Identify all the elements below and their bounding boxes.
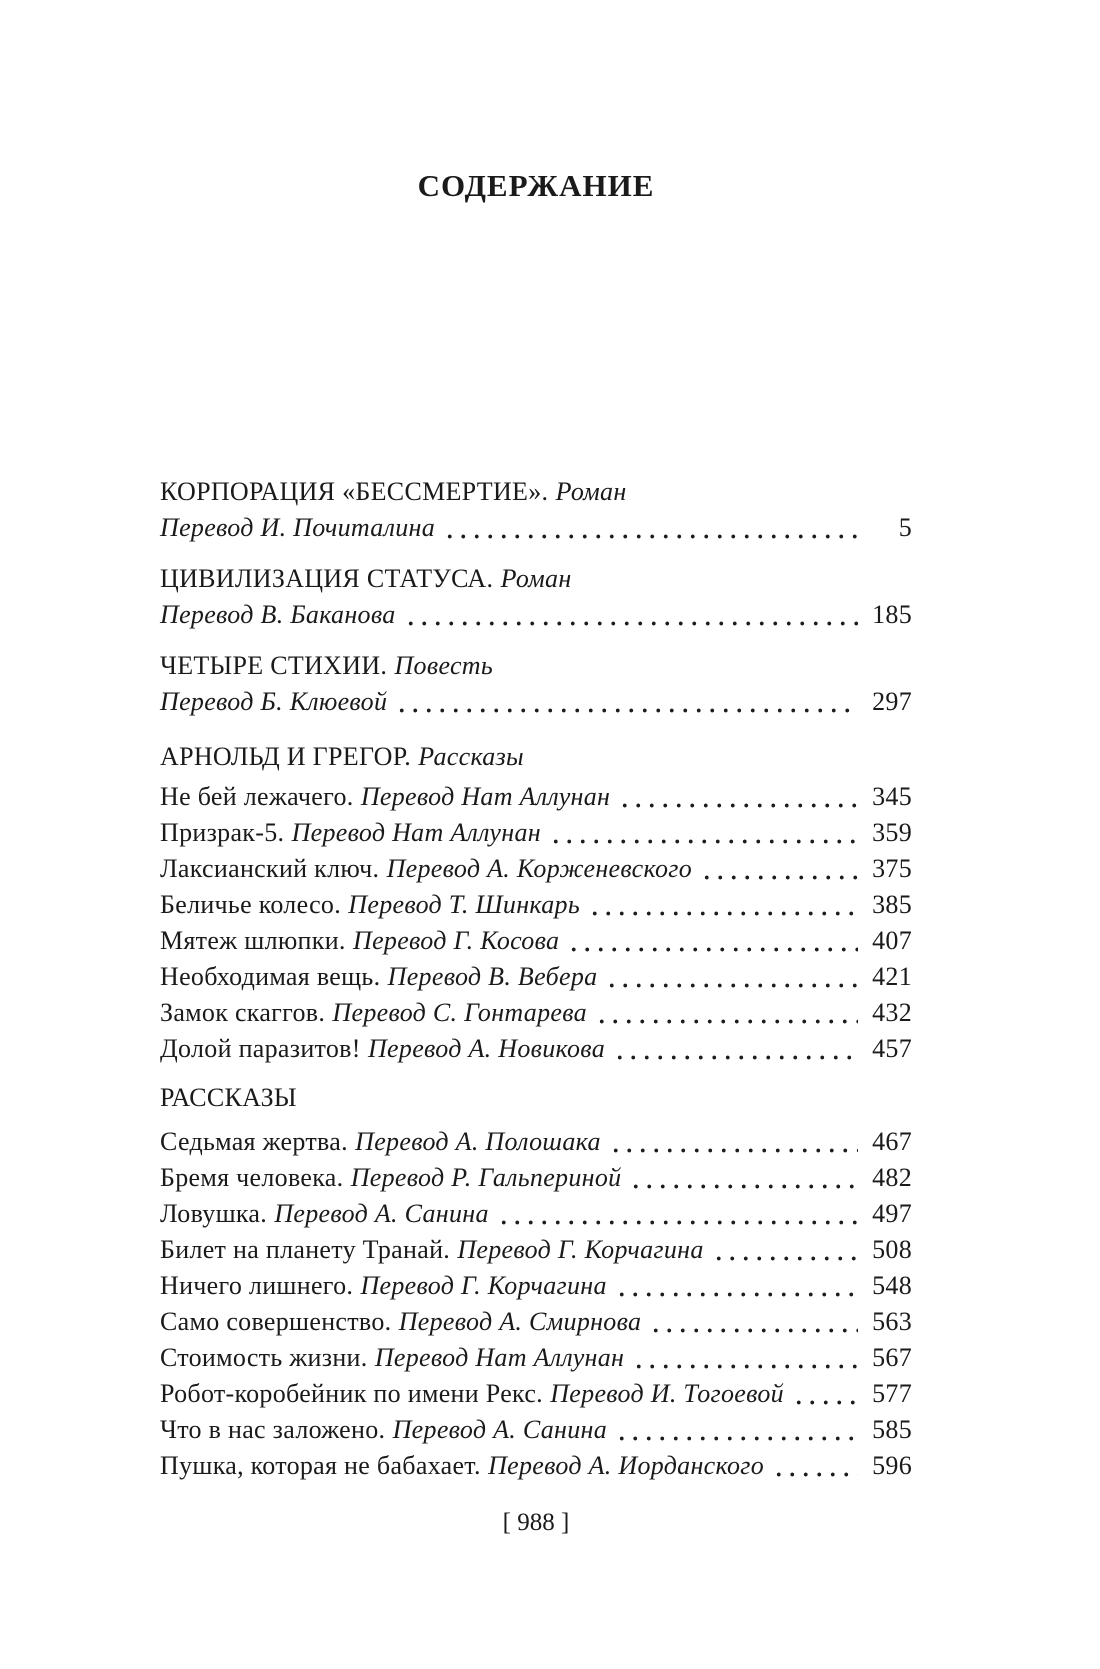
story-title: Мятеж шлюпки. xyxy=(160,926,346,955)
genre-label: Рассказы xyxy=(418,742,524,771)
dot-leader xyxy=(789,1376,858,1412)
translator-credit: Перевод И. Тогоевой xyxy=(550,1379,784,1408)
story-entry xyxy=(160,1412,912,1448)
dot-leader xyxy=(392,684,858,720)
page-number: 563 xyxy=(872,1307,912,1336)
page-number: 432 xyxy=(872,998,912,1027)
dot-leader xyxy=(440,510,858,546)
work-title: ЦИВИЛИЗАЦИЯ СТАТУСА. xyxy=(160,564,494,593)
translator-credit: Перевод А. Новикова xyxy=(367,1034,606,1063)
story-entry xyxy=(160,1304,912,1340)
story-title: Седьмая жертва. xyxy=(160,1127,348,1156)
page-number: 482 xyxy=(872,1163,912,1192)
section-heading xyxy=(160,739,912,775)
page-title: СОДЕРЖАНИЕ xyxy=(417,168,655,203)
story-title: Необходимая вещь. xyxy=(160,962,381,991)
page-number: 567 xyxy=(872,1343,912,1372)
story-entry xyxy=(160,815,912,851)
translator-credit: Перевод В. Вебера xyxy=(387,962,598,991)
translator-credit: Перевод А. Иорданского xyxy=(488,1451,765,1480)
story-entry xyxy=(160,779,912,815)
dot-leader xyxy=(606,1124,858,1160)
story-section xyxy=(160,739,912,1067)
page-number: 185 xyxy=(872,600,912,629)
translator-credit: Перевод Б. Клюевой xyxy=(160,687,388,716)
page-number: 407 xyxy=(872,926,912,955)
dot-leader xyxy=(546,815,858,851)
story-entry xyxy=(160,1268,912,1304)
book-page xyxy=(160,0,912,1540)
story-entry xyxy=(160,1160,912,1196)
story-title: Замок скаггов. xyxy=(160,998,326,1027)
story-title: Беличье колесо. xyxy=(160,890,342,919)
translator-credit: Перевод Р. Гальпериной xyxy=(350,1163,622,1192)
dot-leader xyxy=(494,1196,858,1232)
translator-credit: Перевод И. Почиталина xyxy=(160,513,436,542)
page-number: 375 xyxy=(872,854,912,883)
story-entry xyxy=(160,1376,912,1412)
work-entry xyxy=(160,474,912,546)
story-entry xyxy=(160,1448,912,1484)
translator-credit: Перевод Нат Аллунан xyxy=(360,782,611,811)
story-title: Не бей лежачего. xyxy=(160,782,354,811)
page-number: 297 xyxy=(872,687,912,716)
genre-label: Повесть xyxy=(394,651,493,680)
translator-credit: Перевод С. Гонтарева xyxy=(332,998,587,1027)
story-title: Пушка, которая не бабахает. xyxy=(160,1451,481,1480)
page-number: 585 xyxy=(872,1415,912,1444)
translator-credit: Перевод А. Санина xyxy=(392,1415,608,1444)
translator-credit: Перевод Т. Шинкарь xyxy=(348,890,580,919)
story-title: Что в нас заложено. xyxy=(160,1415,386,1444)
story-section xyxy=(160,1080,912,1484)
story-entry xyxy=(160,1340,912,1376)
story-entry xyxy=(160,995,912,1031)
story-title: Долой паразитов! xyxy=(160,1034,361,1063)
dot-leader xyxy=(564,923,858,959)
story-entry xyxy=(160,1124,912,1160)
section-title: РАССКАЗЫ xyxy=(160,1083,297,1112)
work-title: ЧЕТЫРЕ СТИХИИ. xyxy=(160,651,388,680)
page-number: 385 xyxy=(872,890,912,919)
translator-credit: Перевод Г. Корчагина xyxy=(457,1235,704,1264)
page-number: 497 xyxy=(872,1199,912,1228)
story-title: Ничего лишнего. xyxy=(160,1271,354,1300)
dot-leader xyxy=(615,779,858,815)
story-title: Билет на планету Транай. xyxy=(160,1235,451,1264)
page-number: 467 xyxy=(872,1127,912,1156)
genre-label: Роман xyxy=(555,477,627,506)
dot-leader xyxy=(610,1031,858,1067)
dot-leader xyxy=(592,995,858,1031)
dot-leader xyxy=(769,1448,858,1484)
page-number: 548 xyxy=(872,1271,912,1300)
section-title: АРНОЛЬД И ГРЕГОР. xyxy=(160,742,412,771)
footer-page-number: [ 988 ] xyxy=(502,1509,570,1536)
story-entry xyxy=(160,1031,912,1067)
page-number: 345 xyxy=(872,782,912,811)
work-entry xyxy=(160,648,912,720)
dot-leader xyxy=(697,851,858,887)
story-entry xyxy=(160,851,912,887)
translator-credit: Перевод Нат Аллунан xyxy=(374,1343,625,1372)
story-entry xyxy=(160,887,912,923)
translator-credit: Перевод Г. Корчагина xyxy=(360,1271,607,1300)
dot-leader xyxy=(709,1232,858,1268)
work-title: КОРПОРАЦИЯ «БЕССМЕРТИЕ». xyxy=(160,477,549,506)
dot-leader xyxy=(612,1268,858,1304)
story-title: Стоимость жизни. xyxy=(160,1343,368,1372)
story-title: Бремя человека. xyxy=(160,1163,344,1192)
story-title: Робот-коробейник по имени Рекс. xyxy=(160,1379,543,1408)
translator-credit: Перевод А. Смирнова xyxy=(398,1307,642,1336)
table-of-contents xyxy=(160,474,912,1484)
story-title: Лаксианский ключ. xyxy=(160,854,380,883)
translator-credit: Перевод Г. Косова xyxy=(353,926,560,955)
story-entry xyxy=(160,959,912,995)
dot-leader xyxy=(401,597,858,633)
page-number: 421 xyxy=(872,962,912,991)
translator-credit: Перевод Нат Аллунан xyxy=(291,818,541,847)
dot-leader xyxy=(629,1340,858,1376)
story-entry xyxy=(160,923,912,959)
translator-credit: Перевод А. Полошака xyxy=(355,1127,601,1156)
work-entry xyxy=(160,561,912,633)
story-title: Призрак-5. xyxy=(160,818,285,847)
translator-credit: Перевод В. Баканова xyxy=(160,600,396,629)
story-title: Ловушка. xyxy=(160,1199,268,1228)
genre-label: Роман xyxy=(500,564,572,593)
page-number: 508 xyxy=(872,1235,912,1264)
story-entry xyxy=(160,1196,912,1232)
story-entry xyxy=(160,1232,912,1268)
dot-leader xyxy=(626,1160,858,1196)
story-title: Само совершенство. xyxy=(160,1307,392,1336)
page-number: 359 xyxy=(872,818,912,847)
translator-credit: Перевод А. Санина xyxy=(274,1199,489,1228)
translator-credit: Перевод А. Корженевского xyxy=(386,854,693,883)
dot-leader xyxy=(612,1412,858,1448)
page-number: 596 xyxy=(872,1451,912,1480)
page-number: 5 xyxy=(898,513,912,542)
section-heading xyxy=(160,1080,912,1116)
page-number: 457 xyxy=(872,1034,912,1063)
dot-leader xyxy=(585,887,858,923)
dot-leader xyxy=(602,959,858,995)
dot-leader xyxy=(646,1304,858,1340)
page-number: 577 xyxy=(872,1379,912,1408)
